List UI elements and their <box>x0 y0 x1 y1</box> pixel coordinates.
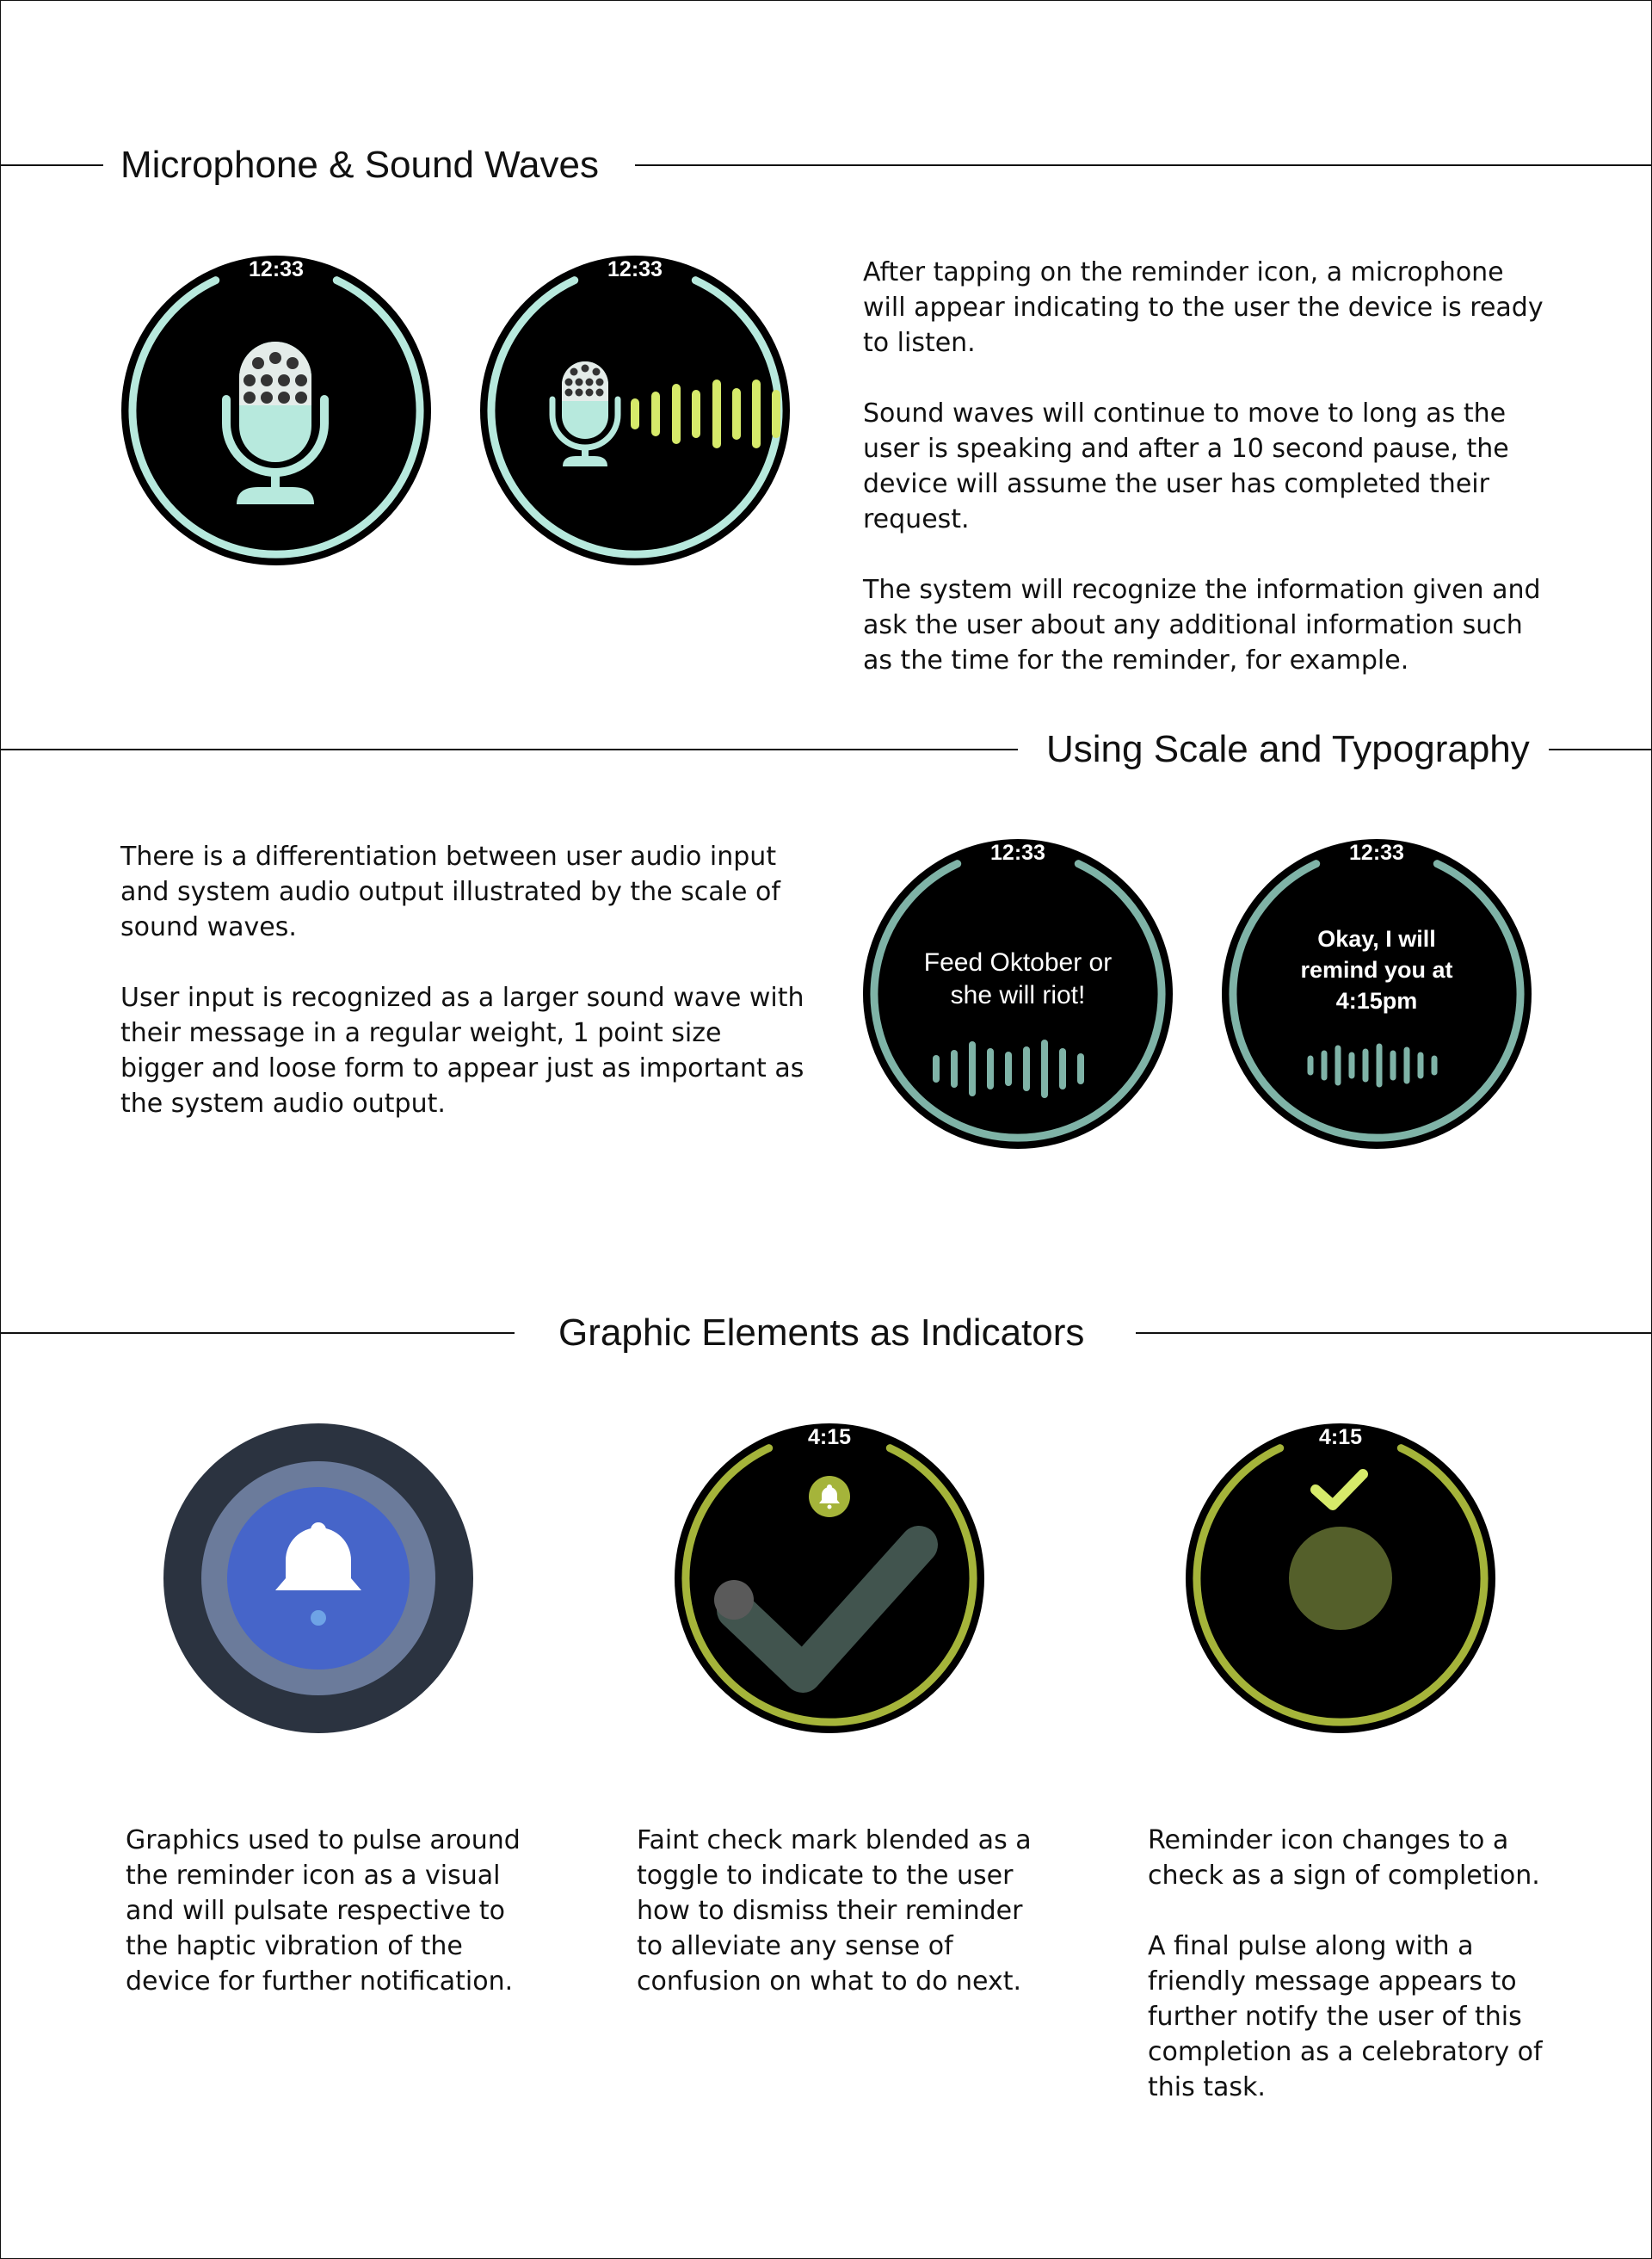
watch-microphone-time: 12:33 <box>249 257 304 281</box>
watch-completion <box>1185 1423 1496 1734</box>
completion-pulse <box>1289 1527 1392 1630</box>
section2-paragraph: User input is recognized as a larger sound wave with their message in a regular weight, 1 point size bigger and loose form to appear just as important as the system audio output. <box>120 983 804 1119</box>
caption-toggle <box>637 1823 1032 1999</box>
section1-paragraph: After tapping on the reminder icon, a microphone will appear indicating to the user the device is ready to listen. <box>863 257 1544 358</box>
pulse-bell-graphic <box>163 1423 474 1734</box>
section3-rule-right <box>1136 1332 1652 1334</box>
section1-title: Microphone & Sound Waves <box>120 144 599 186</box>
watch-sound-waves-time: 12:33 <box>607 257 663 281</box>
watch-dismiss-toggle <box>674 1423 985 1734</box>
section2-rule-left <box>0 749 1018 750</box>
section3-title: Graphic Elements as Indicators <box>558 1312 1085 1354</box>
section1-rule-right <box>635 164 1652 166</box>
watch-dismiss-toggle-time: 4:15 <box>807 1425 852 1449</box>
section2-paragraph: There is a differentiation between user audio input and system audio output illustrated by the scale of sound waves. <box>120 842 780 942</box>
section2-title: Using Scale and Typography <box>1046 728 1530 770</box>
bell-icon <box>809 1476 850 1517</box>
watch-completion-time: 4:15 <box>1318 1425 1363 1449</box>
user-message-line1: Feed Oktober or <box>923 948 1113 977</box>
system-message-line3: 4:15pm <box>1335 988 1418 1014</box>
caption-paragraph: Reminder icon changes to a check as a sign of completion. <box>1148 1825 1540 1891</box>
system-message-line1: Okay, I will <box>1317 926 1436 952</box>
user-message-line2: she will riot! <box>950 981 1086 1009</box>
section2-description <box>120 839 809 1121</box>
watch-user-input <box>862 838 1174 1150</box>
caption-paragraph: A final pulse along with a friendly message appears to further notify the user of this completion as a celebratory of this task. <box>1148 1931 1543 2102</box>
section1-paragraph: The system will recognize the information given and ask the user about any additional information such as the time for the reminder, for example. <box>863 575 1541 676</box>
caption-paragraph: Faint check mark blended as a toggle to indicate to the user how to dismiss their reminder to alleviate any sense of confusion on what to do next. <box>637 1825 1032 1997</box>
caption-pulse <box>126 1823 521 1999</box>
system-message-line2: remind you at <box>1300 957 1453 983</box>
section3-rule-left <box>0 1332 515 1334</box>
section1-paragraph: Sound waves will continue to move to long as the user is speaking and after a 10 second pause, the device will assume the user has completed their request. <box>863 398 1509 534</box>
watch-system-output <box>1221 838 1532 1150</box>
watch-sound-waves <box>479 255 791 566</box>
watch-system-output-time: 12:33 <box>1349 841 1404 865</box>
section1-rule-left <box>0 164 103 166</box>
caption-completion <box>1148 1823 1544 2105</box>
section2-rule-right <box>1549 749 1652 750</box>
watch-microphone <box>120 255 432 566</box>
caption-paragraph: Graphics used to pulse around the reminder icon as a visual and will pulsate respective to the haptic vibration of the device for further notification. <box>126 1825 521 1997</box>
watch-user-input-time: 12:33 <box>990 841 1045 865</box>
section1-description <box>863 255 1551 678</box>
toggle-handle[interactable] <box>714 1580 754 1620</box>
